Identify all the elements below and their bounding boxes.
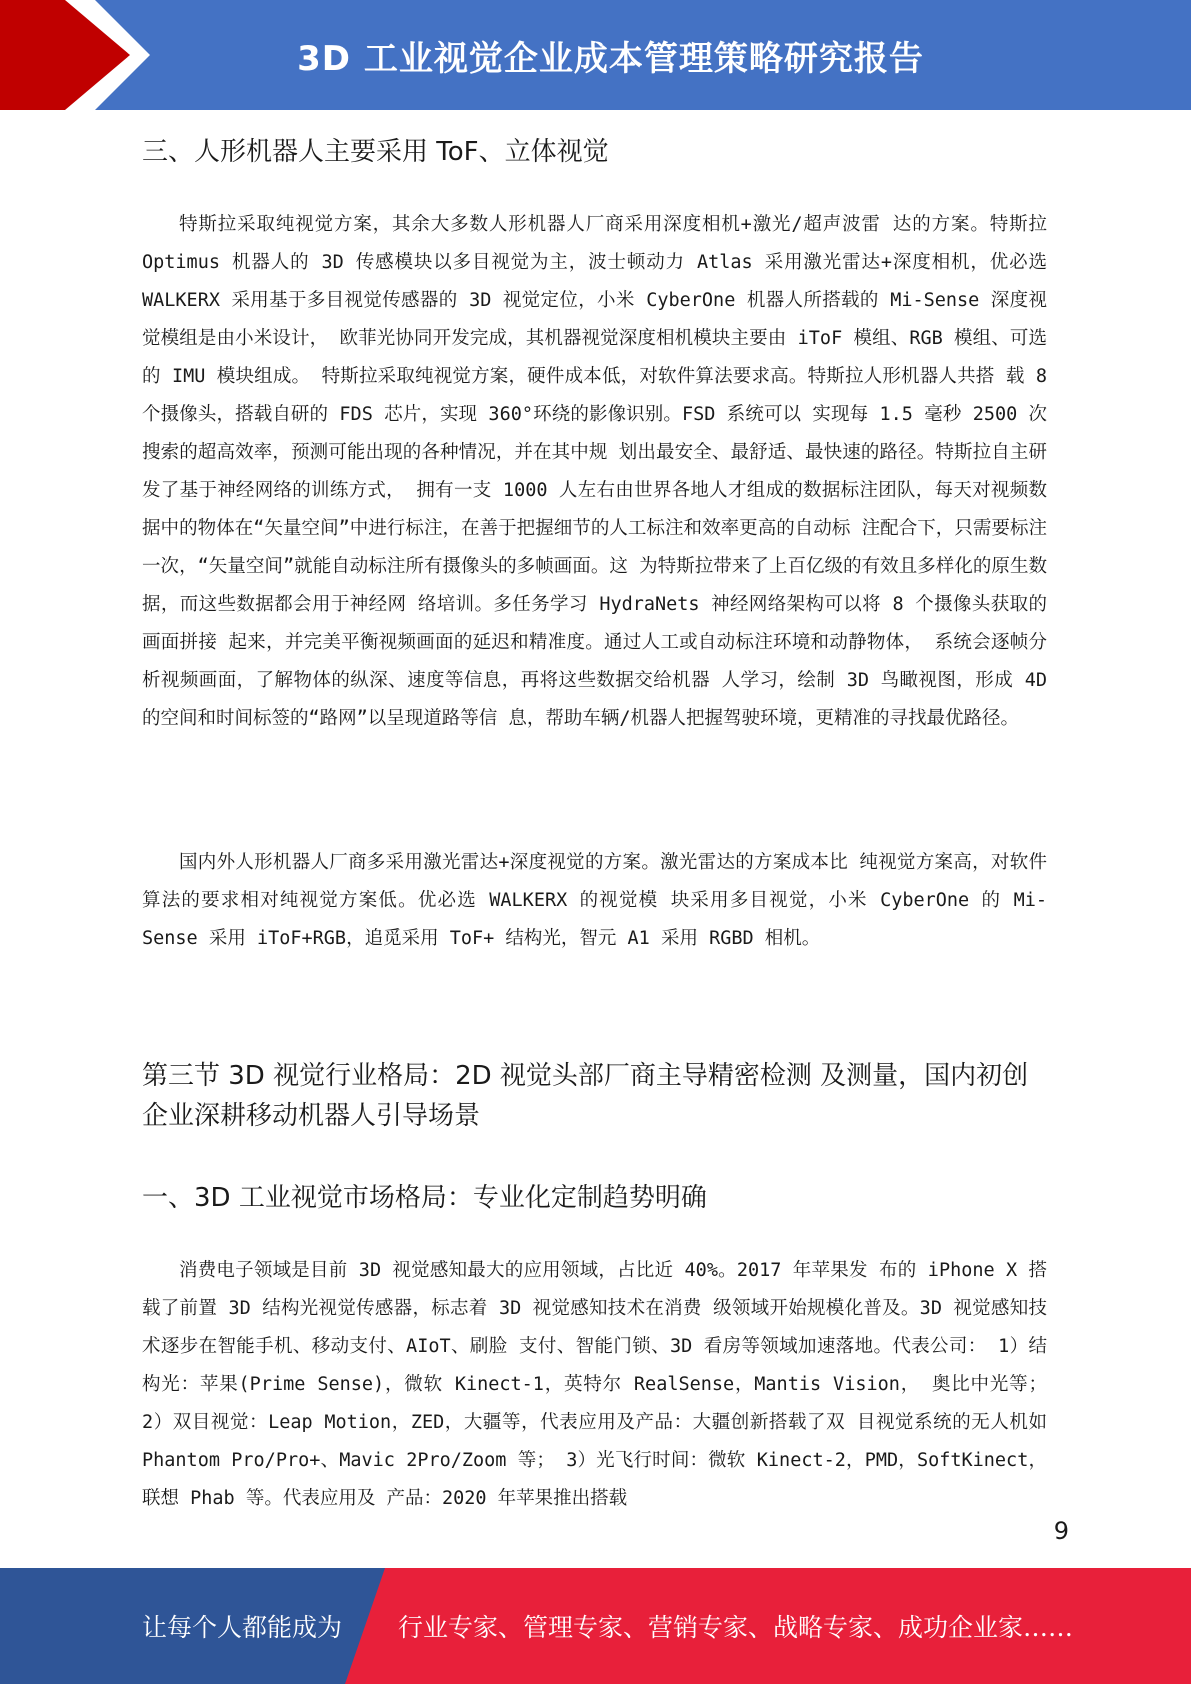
section-heading-market: 一、3D 工业视觉市场格局：专业化定制趋势明确 [142, 1183, 707, 1213]
footer-slogan-left: 让每个人都能成为 [142, 1613, 343, 1642]
header-banner [0, 0, 1191, 110]
paragraph-tesla: 特斯拉采取纯视觉方案，其余大多数人形机器人厂商采用深度相机+激光/超声波雷 达的方案。特斯拉 Optimus 机器人的 3D 传感模块以多目视觉为主，波士顿动力 Atlas 采用激光雷达+深度相机，优必选 WALKERX 采用基于多目视觉传感器的 3D 视觉定位，小米 CyberOne 机器人所搭载的 Mi-Sense 深度视觉模组是由小米设计， 欧菲光协同开发完成，其机器视觉深度相机模块主要由 iToF 模组、RGB 模组、可选 的 IMU 模块组成。 特斯拉采取纯视觉方案，硬件成本低，对软件算法要求高。特斯拉人形机器人共搭 载 8 个摄像头，搭载自研的 FDS 芯片，实现 360°环绕的影像识别。FSD 系统可以 实现每 1.5 毫秒 2500 次搜索的超高效率，预测可能出现的各种情况，并在其中规 划出最安全、最舒适、最快速的路径。特斯拉自主研发了基于神经网络的训练方式， 拥有一支 1000 人左右由世界各地人才组成的数据标注团队，每天对视频数据中的物体在“矢量空间”中进行标注，在善于把握细节的人工标注和效率更高的自动标 注配合下，只需要标注一次，“矢量空间”就能自动标注所有摄像头的多帧画面。这 为特斯拉带来了上百亿级的有效且多样化的原生数据，而这些数据都会用于神经网 络培训。多任务学习 HydraNets 神经网络架构可以将 8 个摄像头获取的画面拼接 起来，并完美平衡视频画面的延迟和精准度。通过人工或自动标注环境和动静物体， 系统会逐帧分析视频画面，了解物体的纵深、速度等信息，再将这些数据交给机器 人学习，绘制 3D 鸟瞰视图，形成 4D 的空间和时间标签的“路网”以呈现道路等信 息，帮助车辆/机器人把握驾驶环境，更精准的寻找最优路径。 [142, 214, 1047, 729]
section-heading-industry: 第三节 3D 视觉行业格局：2D 视觉头部厂商主导精密检测 及测量，国内初创企业深耕移动机器人引导场景 [142, 1061, 1029, 1131]
paragraph-domestic: 国内外人形机器人厂商多采用激光雷达+深度视觉的方案。激光雷达的方案成本比 纯视觉方案高，对软件算法的要求相对纯视觉方案低。优必选 WALKERX 的视觉模 块采用多目视觉，小米 CyberOne 的 Mi-Sense 采用 iToF+RGB，追觅采用 ToF+ 结构光，智元 A1 采用 RGBD 相机。 [142, 852, 1047, 949]
page-number: 9 [1053, 1517, 1069, 1545]
footer-banner [0, 1568, 1191, 1684]
report-title: 3D 工业视觉企业成本管理策略研究报告 [297, 38, 924, 79]
header-arrow-decoration [0, 0, 150, 110]
section-heading-humanoid: 三、人形机器人主要采用 ToF、立体视觉 [142, 137, 609, 167]
footer-slogan-right: 行业专家、管理专家、营销专家、战略专家、成功企业家…… [398, 1613, 1074, 1642]
paragraph-consumer: 消费电子领域是目前 3D 视觉感知最大的应用领域，占比近 40%。2017 年苹果发 布的 iPhone X 搭载了前置 3D 结构光视觉传感器，标志着 3D 视觉感知技术在消费 级领域开始规模化普及。3D 视觉感知技术逐步在智能手机、移动支付、AIoT、刷脸 支付、智能门锁、3D 看房等领域加速落地。代表公司： 1）结构光：苹果(Prime Sense)，微软 Kinect-1，英特尔 RealSense，Mantis Vision， 奥比中光等； 2）双目视觉：Leap Motion，ZED，大疆等，代表应用及产品：大疆创新搭载了双 目视觉系统的无人机如 Phantom Pro/Pro+、Mavic 2Pro/Zoom 等； 3）光飞行时间：微软 Kinect-2，PMD，SoftKinect，联想 Phab 等。代表应用及 产品：2020 年苹果推出搭载 [142, 1260, 1047, 1509]
